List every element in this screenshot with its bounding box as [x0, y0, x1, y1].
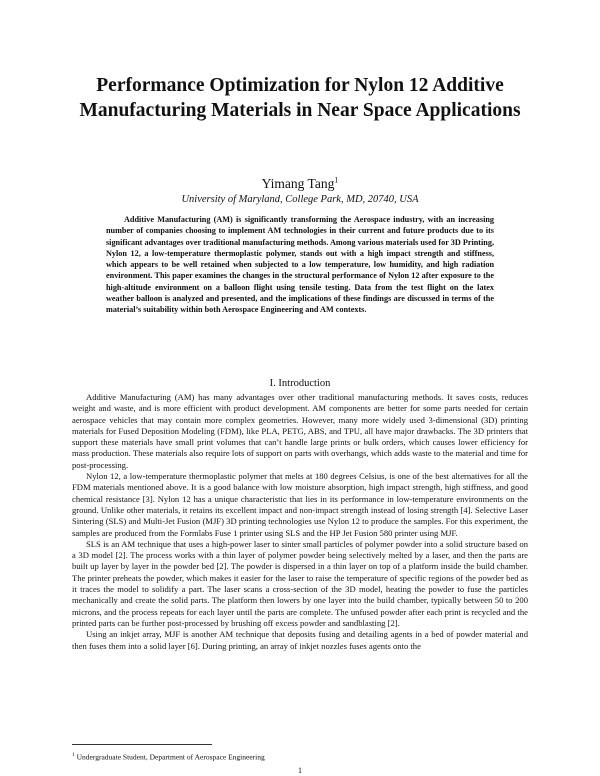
paper-title: Performance Optimization for Nylon 12 Additive Manufacturing Materials in Near Space Applications	[79, 75, 521, 121]
page-number: 1	[298, 766, 302, 775]
paragraph: SLS is an AM technique that uses a high-power laser to sinter small particles of polymer powder into a solid structure based on a 3D model [2]. The process works with a thin layer of polymer powder being selectively melted by a laser, and then the parts are built up layer by layer in the powder bed [2]. The powder is dispersed in a thin layer on top of a platform inside the build chamber. The printer preheats the powder, which makes it easier for the laser to raise the temperature of specific regions of the powder bed as it traces the model to solidify a part. The laser scans a cross-section of the 3D model, heating the powder to fuse the particles mechanically and create the solid parts. The platform then lowers by one layer into the build chamber, typically between 50 to 200 microns, and the process repeats for each layer until the parts are complete. The unfused powder after each print is recycled and the printed parts can be further post-processed by brushing off excess powder and sandblasting [2].	[72, 538, 528, 628]
author-line	[0, 176, 600, 192]
paragraph: Additive Manufacturing (AM) has many advantages over other traditional manufacturing methods. It saves costs, reduces weight and waste, and is more efficient with product development. AM components are better for some parts needed for certain aerospace vehicles that may contain more complex geometries. However, many more widely used 3-dimensional (3D) printing materials for Fused Deposition Modeling (FDM), like PLA, PETG, ABS, and TPU, all have major drawbacks. The 3D printers that support these materials have small print volumes that can’t handle large prints or bulk orders, which causes lower efficiency for mass production. These materials also require lots of support on parts with overhangs, which adds waste to the material and time for post-processing.	[72, 392, 528, 470]
affiliation: University of Maryland, College Park, MD, 20740, USA	[181, 194, 419, 205]
footnote-divider	[72, 744, 212, 745]
abstract: Additive Manufacturing (AM) is significantly transforming the Aerospace industry, with an increasing number of companies choosing to implement AM technologies in their current and future products due to its significant advantages over traditional manufacturing methods. Among various materials used for 3D Printing, Nylon 12, a low-temperature thermoplastic polymer, stands out with a high impact strength and stiffness, which appears to be well retained when subjected to a low temperature, low humidity, and high radiation environment. This paper examines the changes in the structural performance of Nylon 12 after exposure to the high-altitude environment on a balloon flight using tensile testing. Data from the test flight on the latex weather balloon is analyzed and presented, and the implications of these findings are discussed in terms of the material’s suitability within both Aerospace Engineering and AM contexts.	[106, 215, 494, 315]
body-text	[72, 392, 528, 652]
footnote-mark: 1	[72, 752, 75, 758]
footnote-text: Undergraduate Student, Department of Aerospace Engineering	[76, 752, 265, 762]
paragraph: Using an inkjet array, MJF is another AM technique that deposits fusing and detailing agents in a bed of powder material and then fuses them into a solid layer [6]. During printing, an array of inkjet nozzles fuses agents onto the	[72, 629, 528, 651]
section-heading-introduction: I. Introduction	[269, 378, 331, 389]
author-footnote-mark: 1	[334, 175, 339, 185]
paragraph: Nylon 12, a low-temperature thermoplastic polymer that melts at 180 degrees Celsius, is one of the best alternatives for all the FDM materials mentioned above. It is a good balance with low moisture absorption, high impact strength, high stiffness, and good chemical resistance [3]. Nylon 12 has a unique characteristic that lies in its performance in low-temperature environments on the ground. Unlike other materials, it retains its excellent impact and non-impact strength instead of losing strength [4]. Selective Laser Sintering (SLS) and Multi-Jet Fusion (MJF) 3D printing technologies use Nylon 12 to produce the samples. For this experiment, the samples are produced from the Formlabs Fuse 1 printer using SLS and the HP Jet Fusion 580 printer using MJF.	[72, 471, 528, 538]
author-name: Yimang Tang	[261, 176, 335, 191]
footnote	[72, 751, 265, 762]
